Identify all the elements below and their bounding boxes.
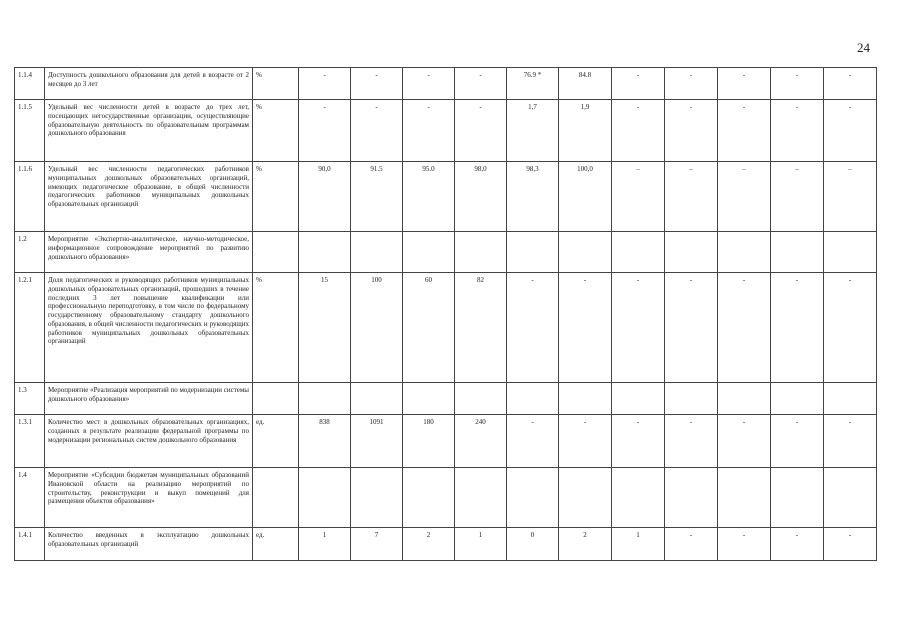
row-value: 1091 <box>351 415 403 468</box>
table-row <box>15 415 877 468</box>
row-value: 98,3 <box>507 162 559 232</box>
row-value: - <box>665 273 718 383</box>
row-value <box>507 232 559 273</box>
table-row <box>15 273 877 383</box>
row-value <box>403 383 455 415</box>
row-value <box>455 383 507 415</box>
row-value <box>403 232 455 273</box>
row-unit: % <box>253 68 299 100</box>
row-value: - <box>771 415 824 468</box>
row-value: 100,0 <box>559 162 612 232</box>
row-value: - <box>718 528 771 561</box>
row-description: Удельный вес численности педагогических работников муниципальных дошкольных образовательных организаций, имеющих педагогическое образование, в общей численности педагогических работников муниципальных дошкольных образовательных организаций <box>45 162 253 232</box>
table-body <box>15 68 877 561</box>
row-value: 1 <box>455 528 507 561</box>
row-value: - <box>403 100 455 162</box>
row-value: - <box>824 528 877 561</box>
table-row <box>15 232 877 273</box>
row-value <box>299 232 351 273</box>
row-value: – <box>771 162 824 232</box>
row-value: - <box>559 415 612 468</box>
row-value: - <box>824 415 877 468</box>
row-unit <box>253 232 299 273</box>
row-description: Доля педагогических и руководящих работников муниципальных дошкольных образовательных организаций, прошедших в течение последних 3 лет повышение квалификации или профессиональную переподготовку, в том числе по федеральному государственному образовательному стандарту дошкольного образования, в общей численности педагогических и руководящих работников муниципальных дошкольных образовательных организаций <box>45 273 253 383</box>
row-number: 1.3.1 <box>15 415 45 468</box>
row-value: 1 <box>299 528 351 561</box>
row-value: 2 <box>559 528 612 561</box>
row-value <box>403 468 455 528</box>
row-unit <box>253 383 299 415</box>
row-value: - <box>665 100 718 162</box>
row-value <box>824 383 877 415</box>
row-value: - <box>455 100 507 162</box>
row-value: - <box>665 68 718 100</box>
row-value: - <box>351 68 403 100</box>
row-value: – <box>824 162 877 232</box>
row-description: Количество мест в дошкольных образовательных организациях, созданных в результате реализации федеральной программы по модернизации региональных систем дошкольного образования <box>45 415 253 468</box>
table-row <box>15 100 877 162</box>
row-value: - <box>612 100 665 162</box>
row-value <box>665 468 718 528</box>
page-number: 24 <box>857 40 870 55</box>
row-value <box>559 383 612 415</box>
row-value: 1,7 <box>507 100 559 162</box>
row-value: - <box>507 415 559 468</box>
row-value: - <box>771 273 824 383</box>
row-unit: ед. <box>253 528 299 561</box>
row-unit: ед. <box>253 415 299 468</box>
row-value: 240 <box>455 415 507 468</box>
row-description: Количество введенных в эксплуатацию дошкольных образовательных организаций <box>45 528 253 561</box>
row-value: 90,0 <box>299 162 351 232</box>
row-value: 82 <box>455 273 507 383</box>
row-value: - <box>718 415 771 468</box>
row-value <box>771 232 824 273</box>
row-value: 180 <box>403 415 455 468</box>
row-description: Удельный вес численности детей в возрасте до трех лет, посещающих негосударственные организации, осуществляющие образовательную деятельность по образовательным программам дошкольного образования <box>45 100 253 162</box>
row-value: - <box>299 68 351 100</box>
row-description: Доступность дошкольного образования для детей в возрасте от 2 месяцев до 3 лет <box>45 68 253 100</box>
row-unit: % <box>253 100 299 162</box>
row-value <box>507 383 559 415</box>
row-value: - <box>824 273 877 383</box>
row-value: - <box>612 68 665 100</box>
row-value: - <box>403 68 455 100</box>
row-value <box>559 232 612 273</box>
row-number: 1.2 <box>15 232 45 273</box>
row-value <box>824 468 877 528</box>
row-value <box>351 232 403 273</box>
row-value: - <box>771 528 824 561</box>
row-value <box>824 232 877 273</box>
row-value: 98,0 <box>455 162 507 232</box>
row-unit: % <box>253 162 299 232</box>
row-value: - <box>351 100 403 162</box>
row-value: - <box>824 68 877 100</box>
table-row <box>15 383 877 415</box>
indicators-table <box>14 67 877 561</box>
row-value: - <box>559 273 612 383</box>
row-unit: % <box>253 273 299 383</box>
row-value <box>771 383 824 415</box>
row-value <box>351 383 403 415</box>
row-number: 1.1.6 <box>15 162 45 232</box>
row-value: - <box>718 273 771 383</box>
row-value: 2 <box>403 528 455 561</box>
row-value <box>718 383 771 415</box>
row-value: 1,9 <box>559 100 612 162</box>
row-number: 1.4.1 <box>15 528 45 561</box>
row-value: – <box>665 162 718 232</box>
row-value <box>559 468 612 528</box>
row-value <box>455 232 507 273</box>
row-value: 60 <box>403 273 455 383</box>
row-value <box>718 468 771 528</box>
row-value: - <box>718 100 771 162</box>
row-value <box>507 468 559 528</box>
row-value <box>612 383 665 415</box>
row-value: 7 <box>351 528 403 561</box>
row-value: 0 <box>507 528 559 561</box>
row-value <box>299 468 351 528</box>
row-value: - <box>299 100 351 162</box>
row-value <box>665 232 718 273</box>
row-number: 1.1.5 <box>15 100 45 162</box>
row-value: 100 <box>351 273 403 383</box>
row-value: 838 <box>299 415 351 468</box>
row-value: 1 <box>612 528 665 561</box>
row-value: - <box>612 273 665 383</box>
row-value: - <box>771 100 824 162</box>
row-value: – <box>612 162 665 232</box>
row-value <box>718 232 771 273</box>
table-row <box>15 68 877 100</box>
row-value <box>665 383 718 415</box>
row-value: 95.0 <box>403 162 455 232</box>
row-number: 1.4 <box>15 468 45 528</box>
row-number: 1.1.4 <box>15 68 45 100</box>
row-description: Мероприятие «Реализация мероприятий по модернизации системы дошкольного образования» <box>45 383 253 415</box>
row-description: Мероприятие «Субсидии бюджетам муниципальных образований Ивановской области на реализацию мероприятий по строительству, реконструкции и выкуп помещений для размещения объектов образования» <box>45 468 253 528</box>
row-description: Мероприятие «Экспертно-аналитическое, научно-методическое, информационное сопровождение мероприятий по развитию дошкольного образования» <box>45 232 253 273</box>
row-value: - <box>455 68 507 100</box>
row-value <box>299 383 351 415</box>
row-value <box>612 232 665 273</box>
row-value: - <box>507 273 559 383</box>
row-value: 91.5 <box>351 162 403 232</box>
row-value <box>455 468 507 528</box>
row-value: - <box>718 68 771 100</box>
row-value <box>612 468 665 528</box>
row-value: - <box>824 100 877 162</box>
row-value: 76.9 * <box>507 68 559 100</box>
row-value: - <box>665 528 718 561</box>
row-value: 15 <box>299 273 351 383</box>
table-row <box>15 162 877 232</box>
row-value: 84.8 <box>559 68 612 100</box>
row-value <box>771 468 824 528</box>
row-unit <box>253 468 299 528</box>
row-value <box>351 468 403 528</box>
table-row <box>15 468 877 528</box>
row-number: 1.2.1 <box>15 273 45 383</box>
row-value: - <box>612 415 665 468</box>
row-value: - <box>665 415 718 468</box>
row-value: - <box>771 68 824 100</box>
table-row <box>15 528 877 561</box>
row-number: 1.3 <box>15 383 45 415</box>
row-value: – <box>718 162 771 232</box>
